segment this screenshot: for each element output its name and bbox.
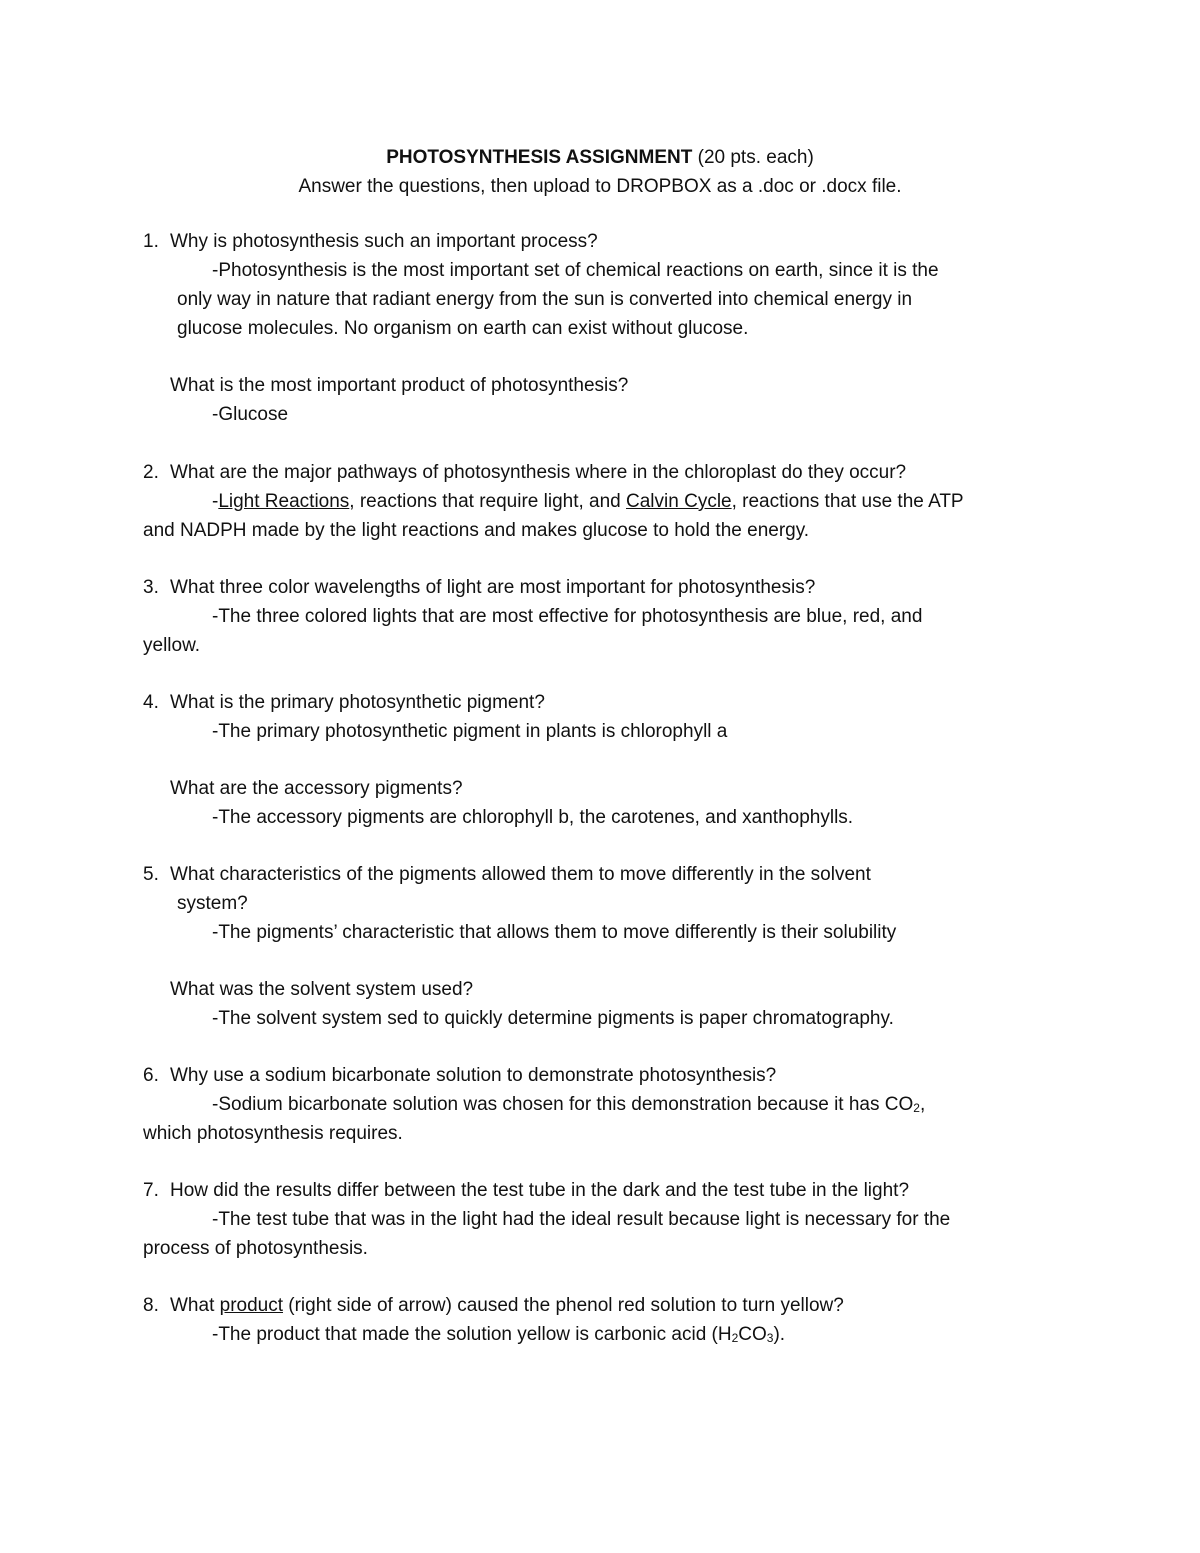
question-5-line-1: What characteristics of the pigments allowed them to move differently in the solvent <box>170 864 871 885</box>
answer-1b: -Glucose <box>212 404 289 425</box>
answer-6-comma: , <box>919 1094 926 1115</box>
o3-subscript: 3 <box>766 1331 774 1345</box>
question-2: What are the major pathways of photosynthesis where in the chloroplast do they occur? <box>170 462 907 483</box>
answer-8-end: ). <box>773 1324 786 1345</box>
question-7: How did the results differ between the test tube in the dark and the test tube in the light? <box>170 1180 910 1201</box>
question-1: Why is photosynthesis such an important process? <box>170 231 598 252</box>
question-8-number: 8. <box>143 1295 159 1316</box>
answer-5: -The pigments’ characteristic that allows them to move differently is their solubility <box>212 922 897 943</box>
term-calvin-cycle: Calvin Cycle <box>626 491 732 512</box>
question-8-prefix: What <box>170 1295 220 1316</box>
answer-2-rest: , reactions that use the ATP <box>731 491 964 512</box>
question-1-number: 1. <box>143 231 159 252</box>
question-5-line-2: system? <box>177 893 248 914</box>
co2-subscript: 2 <box>913 1101 920 1115</box>
term-light-reactions: Light Reactions <box>218 491 350 512</box>
document-title <box>0 145 1200 171</box>
answer-7-line-1: -The test tube that was in the light had the ideal result because light is necessary for the <box>212 1209 951 1230</box>
answer-3-line-2: yellow. <box>143 635 201 656</box>
answer-1-line-1: -Photosynthesis is the most important set of chemical reactions on earth, since it is the <box>212 260 939 281</box>
h2-subscript: 2 <box>731 1331 739 1345</box>
answer-2-line-1 <box>212 489 964 515</box>
question-5-number: 5. <box>143 864 159 885</box>
answer-2-prefix: - <box>212 491 219 512</box>
question-1b: What is the most important product of photosynthesis? <box>170 375 629 396</box>
question-7-number: 7. <box>143 1180 159 1201</box>
question-3-number: 3. <box>143 577 159 598</box>
term-product: product <box>219 1295 283 1316</box>
question-2-number: 2. <box>143 462 159 483</box>
question-4b: What are the accessory pigments? <box>170 778 463 799</box>
answer-5b: -The solvent system sed to quickly determine pigments is paper chromatography. <box>212 1008 894 1029</box>
instructions: Answer the questions, then upload to DROPBOX as a .doc or .docx file. <box>298 176 902 197</box>
answer-4b: -The accessory pigments are chlorophyll b, the carotenes, and xanthophylls. <box>212 807 854 828</box>
answer-8-prefix: -The product that made the solution yellow is carbonic acid (H <box>212 1324 732 1345</box>
answer-1-line-2: only way in nature that radiant energy from the sun is converted into chemical energy in <box>177 289 913 310</box>
title-points: (20 pts. each) <box>692 147 814 168</box>
answer-6-line-1 <box>212 1092 925 1121</box>
question-4-number: 4. <box>143 692 159 713</box>
answer-3-line-1: -The three colored lights that are most effective for photosynthesis are blue, red, and <box>212 606 923 627</box>
question-6-number: 6. <box>143 1065 159 1086</box>
question-4: What is the primary photosynthetic pigment? <box>170 692 545 713</box>
question-8-rest: (right side of arrow) caused the phenol red solution to turn yellow? <box>283 1295 844 1316</box>
answer-6-text: -Sodium bicarbonate solution was chosen for this demonstration because it has CO <box>212 1094 914 1115</box>
answer-7-line-2: process of photosynthesis. <box>143 1238 368 1259</box>
answer-1-line-3: glucose molecules. No organism on earth can exist without glucose. <box>177 318 749 339</box>
answer-4: -The primary photosynthetic pigment in plants is chlorophyll a <box>212 721 728 742</box>
answer-2-line-2: and NADPH made by the light reactions and makes glucose to hold the energy. <box>143 520 810 541</box>
question-3: What three color wavelengths of light are most important for photosynthesis? <box>170 577 816 598</box>
answer-6-line-2: which photosynthesis requires. <box>143 1123 403 1144</box>
question-6: Why use a sodium bicarbonate solution to demonstrate photosynthesis? <box>170 1065 777 1086</box>
answer-8 <box>212 1322 785 1351</box>
question-5b: What was the solvent system used? <box>170 979 474 1000</box>
question-8 <box>170 1293 844 1319</box>
answer-8-co: CO <box>738 1324 767 1345</box>
answer-2-mid: , reactions that require light, and <box>349 491 627 512</box>
title-bold: PHOTOSYNTHESIS ASSIGNMENT <box>386 147 693 168</box>
